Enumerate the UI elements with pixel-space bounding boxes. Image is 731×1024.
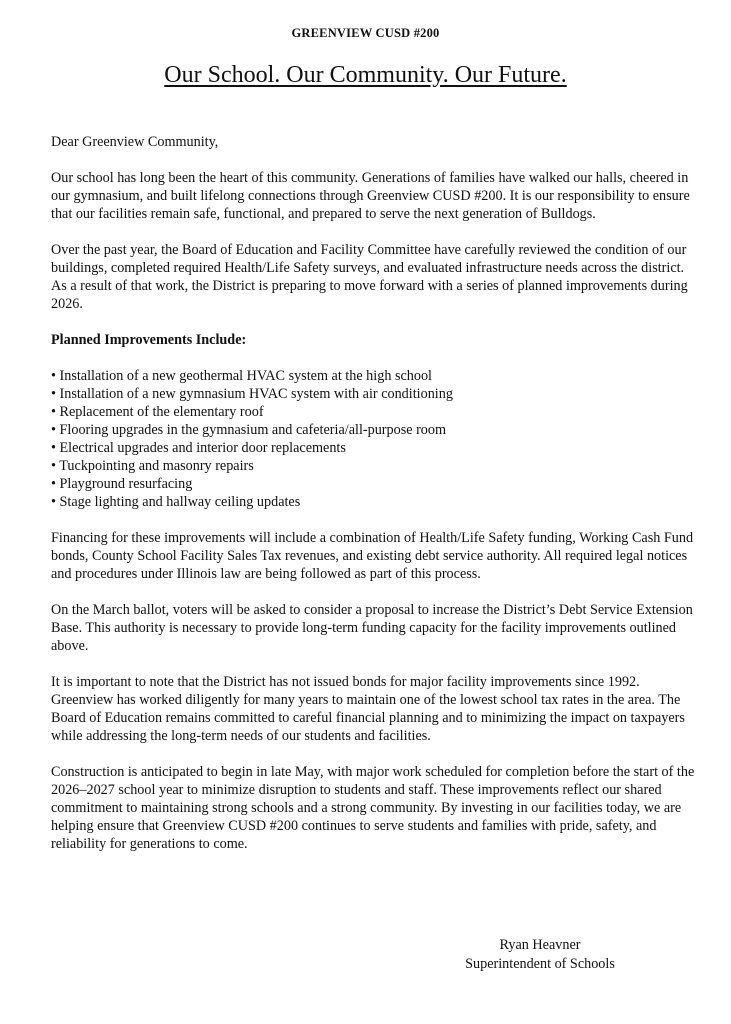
list-item: • Stage lighting and hallway ceiling updates	[51, 494, 301, 510]
letter-body	[51, 133, 696, 871]
list-item: • Replacement of the elementary roof	[51, 404, 264, 420]
letter-title: Our School. Our Community. Our Future.	[164, 62, 567, 88]
paragraph-construction: Construction is anticipated to begin in late May, with major work scheduled for completion before the start of the 2026–2027 school year to minimize disruption to students and staff. These improvements reflect our shared commitment to maintaining strong schools and a strong community. By investing in our facilities today, we are helping ensure that Greenview CUSD #200 continues to serve students and families with pride, safety, and reliability for generations to come.	[51, 764, 695, 852]
signer-name: Ryan Heavner	[499, 937, 581, 953]
signature-block	[440, 936, 640, 974]
paragraph-review: Over the past year, the Board of Education and Facility Committee have carefully reviewed the condition of our buildings, completed required Health/Life Safety surveys, and evaluated infrastructure needs across the district. As a result of that work, the District is preparing to move forward with a series of planned improvements during 2026.	[51, 242, 688, 312]
paragraph-intro: Our school has long been the heart of this community. Generations of families have walked our halls, cheered in our gymnasium, and built lifelong connections through Greenview CUSD #200. It is our responsibility to ensure that our facilities remain safe, functional, and prepared to serve the next generation of Bulldogs.	[51, 170, 690, 222]
list-item: • Installation of a new geothermal HVAC system at the high school	[51, 368, 432, 384]
improvements-heading: Planned Improvements Include:	[51, 332, 247, 348]
list-item: • Installation of a new gymnasium HVAC system with air conditioning	[51, 386, 453, 402]
list-item: • Playground resurfacing	[51, 476, 193, 492]
list-item: • Flooring upgrades in the gymnasium and cafeteria/all-purpose room	[51, 422, 447, 438]
signer-role: Superintendent of Schools	[465, 956, 615, 972]
greeting: Dear Greenview Community,	[51, 134, 219, 150]
list-item: • Tuckpointing and masonry repairs	[51, 458, 254, 474]
list-item: • Electrical upgrades and interior door replacements	[51, 440, 346, 456]
paragraph-financing: Financing for these improvements will include a combination of Health/Life Safety funding, Working Cash Fund bonds, County School Facility Sales Tax revenues, and existing debt service authority. All required legal notices and procedures under Illinois law are being followed as part of this process.	[51, 530, 694, 582]
paragraph-ballot: On the March ballot, voters will be asked to consider a proposal to increase the District’s Debt Service Extension Base. This authority is necessary to provide long-term funding capacity for the facility improvements outlined above.	[51, 602, 693, 654]
district-header: GREENVIEW CUSD #200	[291, 26, 440, 40]
improvements-list	[51, 367, 696, 511]
paragraph-bonds: It is important to note that the District has not issued bonds for major facility improvements since 1992. Greenview has worked diligently for many years to maintain one of the lowest school tax rates in the area. The Board of Education remains committed to careful financial planning and to minimizing the impact on taxpayers while addressing the long-term needs of our students and facilities.	[51, 674, 685, 744]
